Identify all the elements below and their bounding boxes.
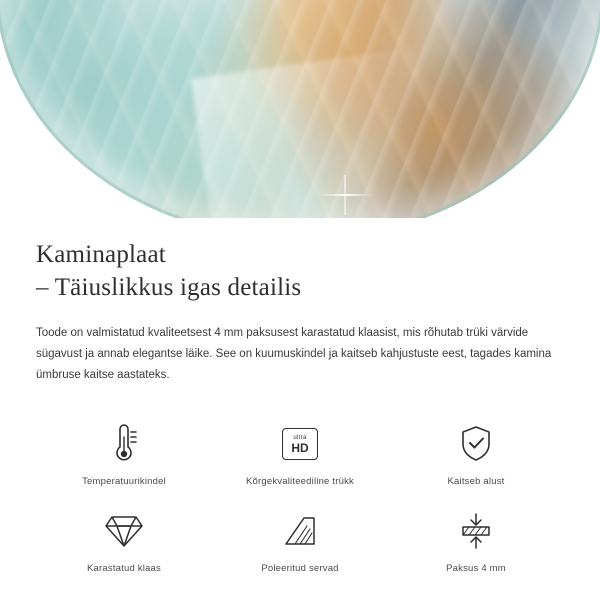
diamond-icon	[104, 507, 144, 555]
product-description: Toode on valmistatud kvaliteetsest 4 mm paksusest karastatud klaasist, mis rõhutab trüki värvide sügavust ja annab elegantse läike. See on kuumuskindel ja kaitseb kahjustuste eest, tagades kamina ümbruse kaitse aastateks.	[36, 326, 552, 382]
feature-label: Kõrgekvaliteediline trükk	[246, 476, 354, 488]
feature-label: Paksus 4 mm	[446, 563, 506, 575]
headline-line-2: – Täiuslikkus igas detailis	[36, 274, 302, 302]
content-area	[0, 238, 600, 574]
thermometer-icon	[107, 420, 141, 468]
polished-edges-icon	[282, 507, 318, 555]
page-title	[36, 238, 564, 305]
footer-spacer	[0, 586, 600, 600]
feature-polished-edges	[212, 507, 388, 574]
ultra-hd-bottom-label: HD	[291, 440, 309, 455]
ultra-hd-icon	[282, 420, 318, 468]
ultra-hd-top-label: ultra	[293, 434, 307, 441]
marble-pattern	[0, 0, 600, 218]
feature-protects-surface	[388, 420, 564, 487]
shield-check-icon	[458, 420, 494, 468]
feature-tempered-glass	[36, 507, 212, 574]
feature-label: Poleeritud servad	[261, 563, 339, 575]
feature-temperature-resistant	[36, 420, 212, 487]
thickness-icon	[458, 507, 494, 555]
feature-thickness	[388, 507, 564, 574]
feature-high-quality-print	[212, 420, 388, 487]
feature-grid	[36, 420, 564, 574]
feature-label: Karastatud klaas	[87, 563, 161, 575]
hero-image	[0, 0, 600, 218]
headline-line-1: Kaminaplaat	[36, 241, 166, 268]
feature-label: Kaitseb alust	[447, 476, 505, 488]
feature-label: Temperatuurikindel	[82, 476, 166, 488]
